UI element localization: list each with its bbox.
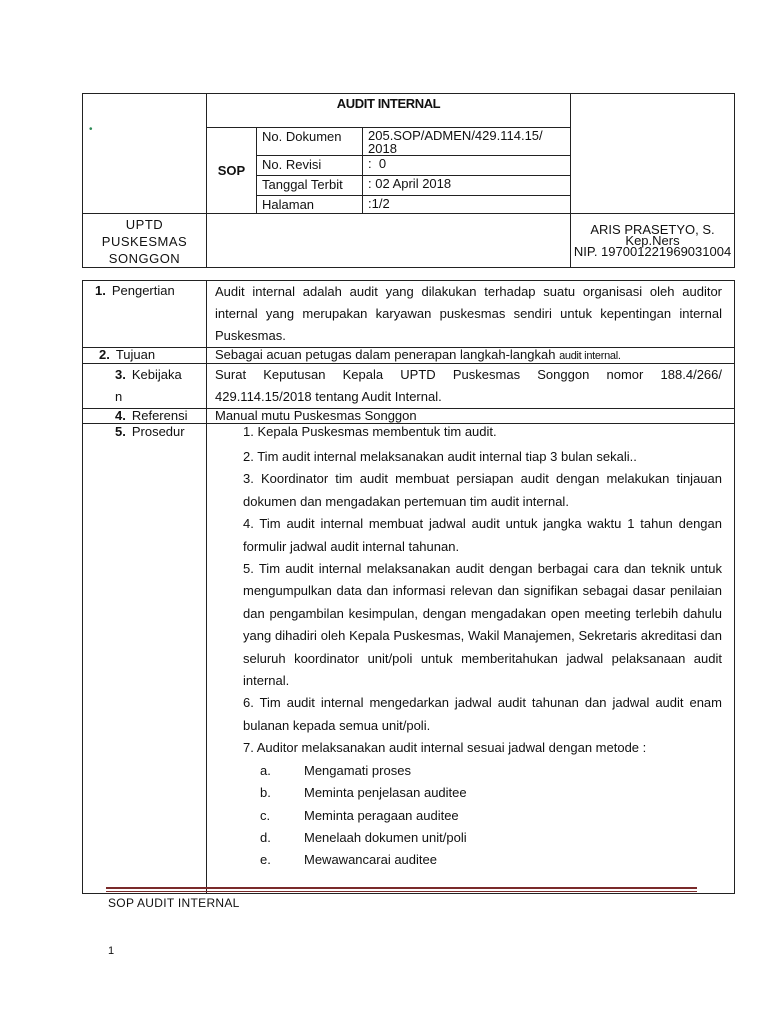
- section-row-tujuan: [83, 348, 735, 364]
- signatory-block: [571, 214, 735, 268]
- method-item: [260, 760, 722, 782]
- section-label-pengertian: [83, 281, 207, 348]
- purpose-text-tail: audit internal.: [559, 350, 621, 362]
- section-label-prosedur: [83, 424, 207, 894]
- unit-name: UPTD PUSKESMAS SONGGON: [83, 214, 207, 268]
- policy-text: Surat Keputusan Kepala UPTD Puskesmas Songgon nomor 188.4/266/ 429.114.15/2018 tentang Audit Internal.: [207, 364, 735, 409]
- section-row-pengertian: [83, 281, 735, 348]
- section-title: Prosedur: [131, 424, 185, 439]
- section-row-prosedur: [83, 424, 735, 894]
- method-key: e.: [260, 852, 271, 868]
- section-label-tujuan: [83, 348, 207, 364]
- document-header-table: [82, 93, 735, 268]
- method-text: Meminta peragaan auditee: [304, 807, 459, 823]
- method-item: [260, 849, 722, 871]
- page-label: Halaman: [257, 196, 363, 214]
- signatory-nip: NIP. 197001221969031004: [573, 244, 732, 259]
- section-number: 2.: [99, 347, 110, 362]
- signature-area: [207, 214, 571, 268]
- revision-label: No. Revisi: [257, 156, 363, 176]
- definition-text: Audit internal adalah audit yang dilakukan terhadap suatu organisasi oleh auditor internal yang merupakan karyawan puskesmas sendiri untuk kepentingan internal Puskesmas.: [207, 281, 735, 348]
- method-key: c.: [260, 807, 271, 823]
- footer-rule-thin: [106, 891, 697, 892]
- procedure-step: 1. Kepala Puskesmas membentuk tim audit.: [243, 424, 497, 439]
- method-text: Meminta penjelasan auditee: [304, 785, 467, 801]
- doc-number-value: 205.SOP/ADMEN/429.114.15/ 2018: [363, 128, 571, 156]
- method-text: Menelaah dokumen unit/poli: [304, 829, 467, 845]
- method-item: [260, 805, 722, 827]
- stamp-cell: [571, 94, 735, 214]
- page-number: 1: [108, 945, 115, 957]
- logo-mark: •: [89, 124, 93, 135]
- procedure-list: [207, 424, 735, 894]
- sop-label: SOP: [207, 128, 257, 214]
- method-text: Mengamati proses: [304, 762, 411, 778]
- section-title: Kebijaka n: [115, 367, 182, 404]
- section-number: 4.: [115, 408, 126, 423]
- method-item: [260, 827, 722, 849]
- procedure-step: 4. Tim audit internal membuat jadwal audit untuk jangka waktu 1 tahun dengan formulir jadwal audit internal tahunan.: [243, 516, 722, 554]
- sop-content-table: [82, 280, 735, 894]
- revision-value: : 0: [363, 156, 571, 176]
- issue-date-label: Tanggal Terbit: [257, 176, 363, 196]
- signatory-name: ARIS PRASETYO, S. Kep.Ners: [590, 222, 715, 248]
- section-row-kebijakan: [83, 364, 735, 409]
- procedure-step: 2. Tim audit internal melaksanakan audit internal tiap 3 bulan sekali..: [243, 449, 637, 464]
- procedure-step: 6. Tim audit internal mengedarkan jadwal audit tahunan dan jadwal audit enam bulanan kepada semua unit/poli.: [243, 695, 722, 733]
- reference-text: Manual mutu Puskesmas Songgon: [207, 409, 735, 424]
- section-title: Referensi: [131, 408, 188, 423]
- procedure-step: 7. Auditor melaksanakan audit internal sesuai jadwal dengan metode :: [243, 740, 647, 756]
- purpose-text-main: Sebagai acuan petugas dalam penerapan langkah-langkah: [215, 347, 556, 362]
- section-row-referensi: [83, 409, 735, 424]
- footer-rule-thick: [106, 887, 697, 889]
- method-item: [260, 782, 722, 804]
- issue-date-value: : 02 April 2018: [363, 176, 571, 196]
- section-label-kebijakan: [83, 364, 207, 409]
- section-title: Tujuan: [115, 347, 156, 362]
- footer-title: SOP AUDIT INTERNAL: [108, 896, 240, 910]
- method-key: b.: [260, 785, 271, 801]
- purpose-text: [207, 348, 735, 364]
- section-number: 1.: [95, 283, 106, 298]
- section-number: 3.: [115, 367, 126, 382]
- logo-cell: [83, 94, 207, 214]
- section-label-referensi: [83, 409, 207, 424]
- method-key: a.: [260, 762, 271, 778]
- doc-number-label: No. Dokumen: [257, 128, 363, 156]
- procedure-step: 3. Koordinator tim audit membuat persiapan audit dengan melakukan tinjauan dokumen dan mengadakan pertemuan tim audit internal.: [243, 471, 722, 509]
- method-text: Mewawancarai auditee: [304, 852, 437, 868]
- method-key: d.: [260, 829, 271, 845]
- section-title: Pengertian: [111, 283, 175, 298]
- section-number: 5.: [115, 424, 126, 439]
- procedure-step: 5. Tim audit internal melaksanakan audit dengan berbagai cara dan teknik untuk mengumpulkan data dan informasi relevan dan signifikan sebagai dasar penilaian dan pengambilan kesimpulan, dengan mengadakan open meeting terlebih dahulu yang dihadiri oleh Kepala Puskesmas, Wakil Manajemen, Sekretaris akreditasi dan seluruh koordinator unit/poli untuk memberitahukan jadwal pelaksanaan audit internal.: [243, 561, 722, 689]
- page-value: :1/2: [363, 196, 571, 214]
- document-title: AUDIT INTERNAL: [207, 94, 571, 128]
